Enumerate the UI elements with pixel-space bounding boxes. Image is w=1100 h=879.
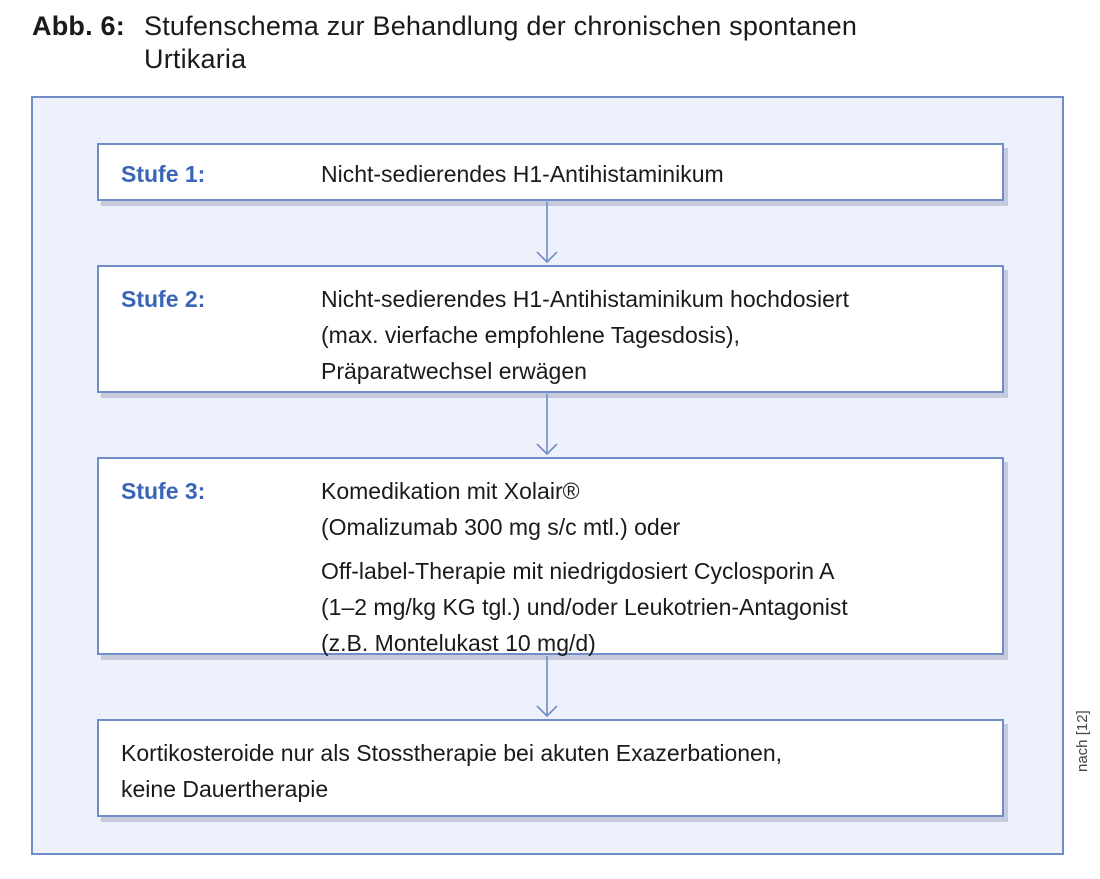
arrow-step-2-to-3 bbox=[532, 394, 562, 456]
corticosteroid-note-text bbox=[121, 735, 982, 807]
source-reference: nach [12] bbox=[1074, 710, 1091, 772]
caption-line-1 bbox=[32, 10, 1042, 43]
step-1-label: Stufe 1: bbox=[121, 161, 206, 187]
step-2-line: Präparatwechsel erwägen bbox=[321, 358, 587, 384]
figure-label: Abb. 6: bbox=[32, 11, 125, 41]
step-3-box bbox=[97, 457, 1004, 655]
step-3-line: (Omalizumab 300 mg s/c mtl.) oder bbox=[321, 514, 681, 540]
step-1-line: Nicht-sedierendes H1-Antihistaminikum bbox=[321, 161, 724, 187]
step-1-box bbox=[97, 143, 1004, 201]
arrow-step-3-to-4 bbox=[532, 656, 562, 718]
figure-title-continued: Urtikaria bbox=[144, 44, 247, 74]
note-line: Kortikosteroide nur als Stosstherapie bei akuten Exazerbationen, bbox=[121, 740, 783, 766]
step-3-line: (z.B. Montelukast 10 mg/d) bbox=[321, 630, 596, 656]
step-3-line: Komedikation mit Xolair® bbox=[321, 478, 580, 504]
note-line: keine Dauertherapie bbox=[121, 776, 329, 802]
step-2-text bbox=[321, 281, 982, 389]
step-1-text bbox=[321, 156, 982, 192]
step-2-box bbox=[97, 265, 1004, 393]
step-3-line: Off-label-Therapie mit niedrigdosiert Cyclosporin A bbox=[321, 558, 835, 584]
figure-caption bbox=[32, 10, 1042, 76]
step-2-line: (max. vierfache empfohlene Tagesdosis), bbox=[321, 322, 740, 348]
figure-title: Stufenschema zur Behandlung der chronischen spontanen bbox=[144, 11, 858, 41]
step-2-label: Stufe 2: bbox=[121, 286, 206, 312]
step-3-text bbox=[321, 473, 982, 661]
step-3-label: Stufe 3: bbox=[121, 478, 206, 504]
step-2-line: Nicht-sedierendes H1-Antihistaminikum hochdosiert bbox=[321, 286, 849, 312]
arrow-step-1-to-2 bbox=[532, 202, 562, 264]
step-3-line: (1–2 mg/kg KG tgl.) und/oder Leukotrien-Antagonist bbox=[321, 594, 848, 620]
corticosteroid-note-box bbox=[97, 719, 1004, 817]
